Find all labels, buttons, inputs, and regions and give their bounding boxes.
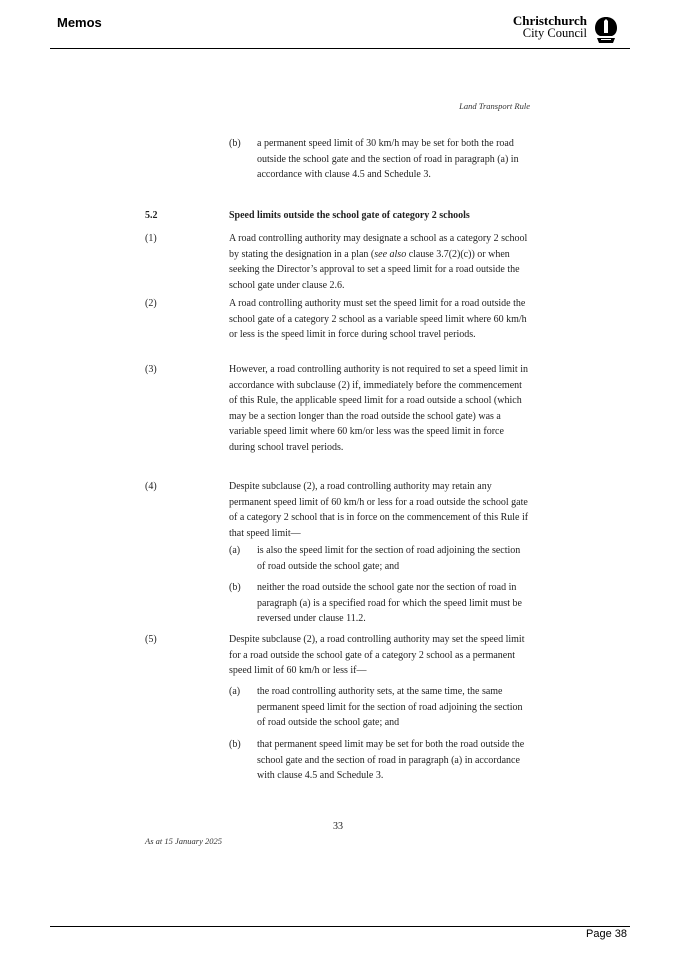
logo-line-2: City Council [522,26,587,40]
clause-5-label: (5) [145,634,157,645]
clause-4-item-a-label: (a) [229,545,241,556]
document-page-number: 33 [333,821,343,832]
clause-1-italic: see also [374,248,407,260]
clause-5-item-b-label: (b) [229,739,241,750]
clause-1-text-after: clause 3.7(2)(c)) or when seeking the Director’s approval to set a speed limit for a road outside the school gate under clause 2.6. [229,248,520,291]
clause-1-label: (1) [145,233,157,244]
clause-5-text: Despite subclause (2), a road controlling authority may set the speed limit for a road outside the school gate of a category 2 school as a permanent speed limit of 60 km/h or less if— [229,634,525,677]
clause-3-text: However, a road controlling authority is not required to set a speed limit in accordance with subclause (2) if, immediately before the commencement of this Rule, the applicable speed limit for a road outside a school (which may be a section longer than the road outside the school gate) was a variable speed limit where 60 km/or less was the speed limit in force during school travel periods. [229,364,528,453]
top-item-label: (b) [229,138,241,149]
clause-5-item-a-label: (a) [229,686,241,697]
section-number: 5.2 [145,210,158,221]
memos-header-title: Memos [57,15,102,30]
clause-2-text: A road controlling authority must set the speed limit for a road outside the school gate of a category 2 school as a variable speed limit where 60 km/h or less is the speed limit in force during school travel periods. [229,298,527,341]
clause-4-text: Despite subclause (2), a road controlling authority may retain any permanent speed limit of 60 km/h or less for a road outside the school gate of a category 2 school that is in force on the commencement of this Rule if that speed limit— [229,481,529,539]
clause-4-item-b-text: neither the road outside the school gate nor the section of road in paragraph (a) is a specified road for which the speed limit must be reversed under clause 11.2. [257,582,522,625]
clause-2-label: (2) [145,298,157,309]
logo-line-1: Christchurch [512,13,587,28]
running-head: Land Transport Rule [459,101,530,111]
clause-3-label: (3) [145,364,157,375]
memo-page-number: Page 38 [586,928,627,940]
header-divider [50,48,630,49]
council-emblem-icon [593,16,619,44]
document-date: As at 15 January 2025 [145,836,222,846]
council-logo [511,14,619,48]
clause-1-text [229,231,529,293]
section-title: Speed limits outside the school gate of category 2 schools [229,210,470,221]
clause-4-label: (4) [145,481,157,492]
clause-4-item-a-text: is also the speed limit for the section of road adjoining the section of road outside the school gate; and [257,545,521,572]
top-item-text: a permanent speed limit of 30 km/h may be set for both the road outside the school gate and the section of road in paragraph (a) in accordance with clause 4.5 and Schedule 3. [257,138,519,181]
clause-5-item-b-text: that permanent speed limit may be set for both the road outside the school gate and the section of road in paragraph (a) in accordance with clause 4.5 and Schedule 3. [257,739,525,782]
clause-4-item-b-label: (b) [229,582,241,593]
footer-divider [50,926,630,927]
clause-1-text-before: A road controlling authority may designate a school as a category 2 school by stating the designation in a plan ( [229,233,528,260]
clause-5-item-a-text: the road controlling authority sets, at the same time, the same permanent speed limit for the section of road adjoining the section of road outside the school gate; and [257,686,523,729]
